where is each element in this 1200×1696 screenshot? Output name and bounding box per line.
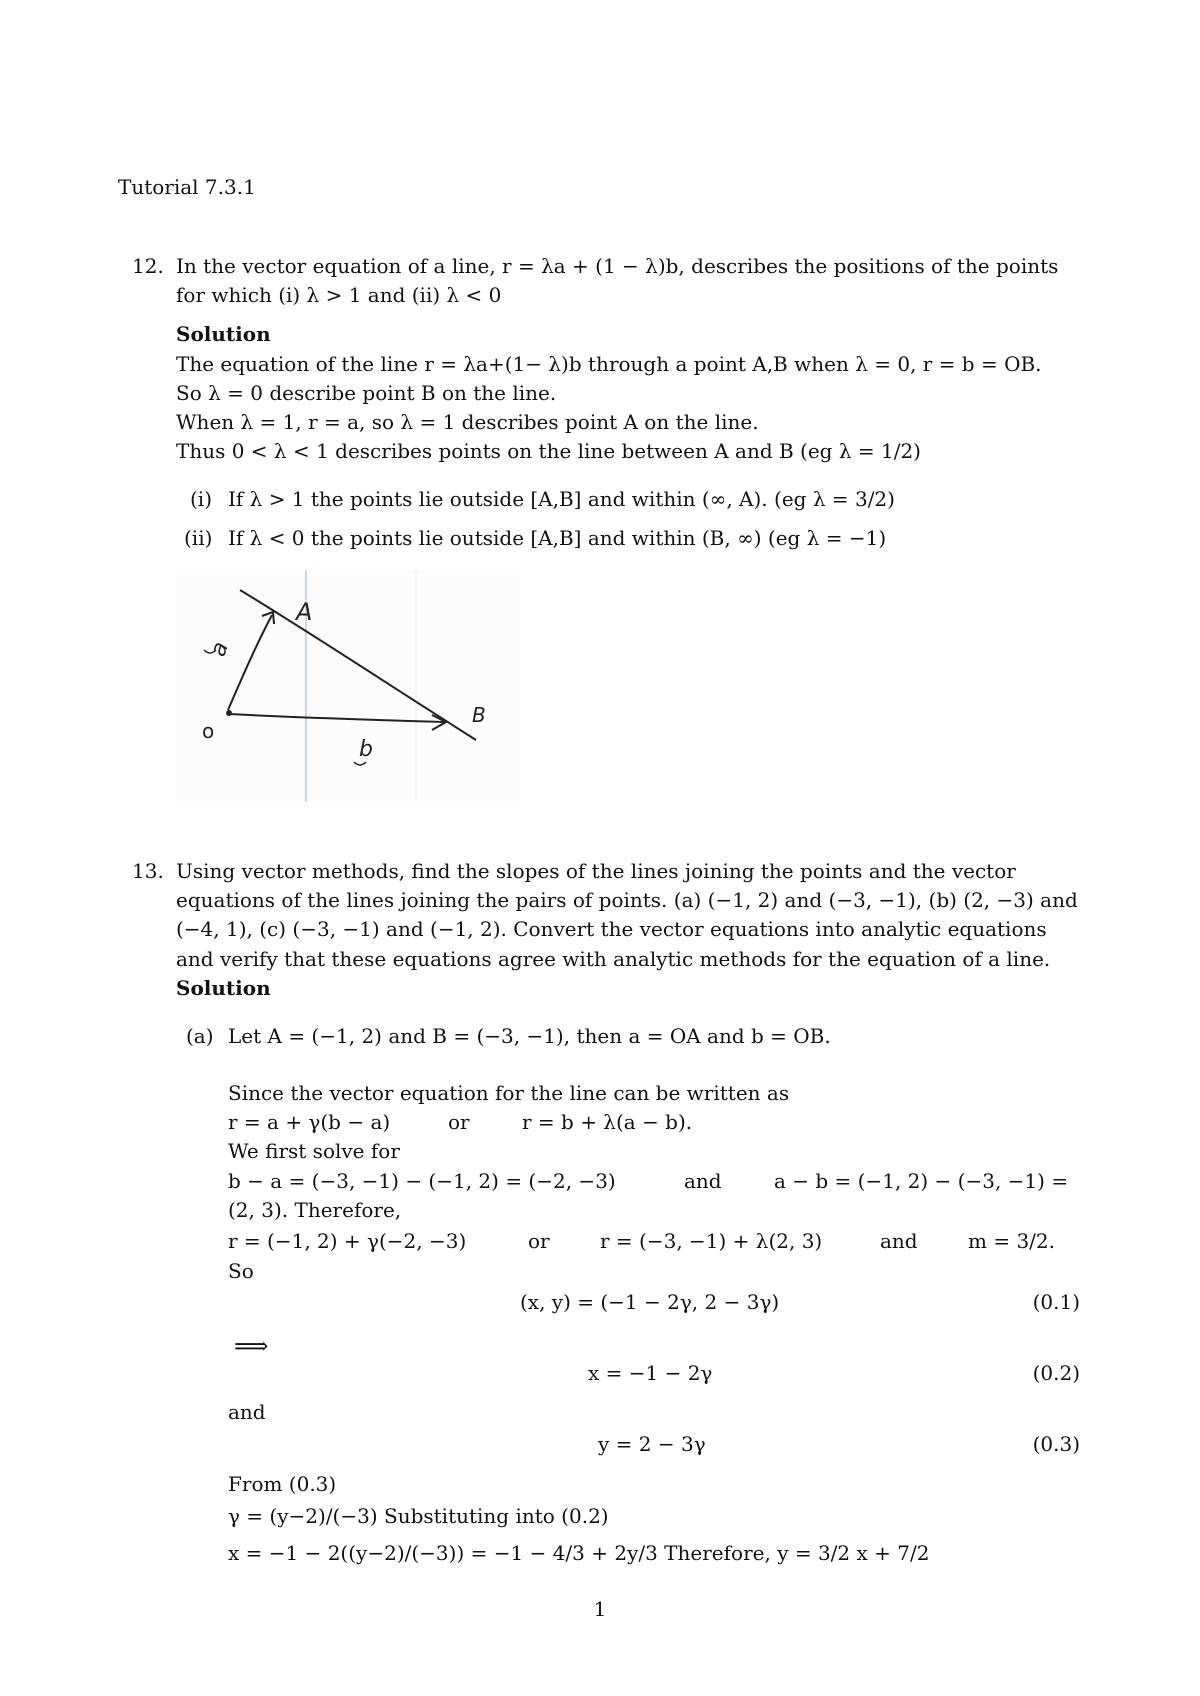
q12-text-line1: In the vector equation of a line, r = λa + (1 − λ)b, describes the positions of the points bbox=[176, 254, 1059, 278]
q13-text-line4: and verify that these equations agree with analytic methods for the equation of a line. bbox=[176, 947, 1051, 971]
q13-eq-form2: r = b + λ(a − b). bbox=[522, 1110, 693, 1134]
equation-0-2-number: (0.2) bbox=[1032, 1361, 1080, 1385]
figure-label-a: a bbox=[205, 638, 234, 660]
q13-or1: or bbox=[448, 1110, 470, 1134]
equation-0-2: x = −1 − 2γ bbox=[588, 1361, 713, 1385]
q12-text-line2: for which (i) λ > 1 and (ii) λ < 0 bbox=[176, 283, 502, 307]
vector-a-arrow bbox=[228, 615, 272, 710]
q13-number: 13. bbox=[132, 859, 164, 883]
q13-eq-form1: r = a + γ(b − a) bbox=[228, 1110, 391, 1134]
implies-arrow: ⟹ bbox=[234, 1332, 269, 1360]
q13-vec-eq2: r = (−3, −1) + λ(2, 3) bbox=[600, 1229, 823, 1253]
equation-0-3-number: (0.3) bbox=[1032, 1432, 1080, 1456]
equation-0-1: (x, y) = (−1 − 2γ, 2 − 3γ) bbox=[520, 1290, 780, 1314]
equation-0-1-number: (0.1) bbox=[1032, 1290, 1080, 1314]
q12-solution-line2: So λ = 0 describe point B on the line. bbox=[176, 381, 557, 405]
q13-and1: and bbox=[684, 1169, 722, 1193]
q13-diff1: b − a = (−3, −1) − (−1, 2) = (−2, −3) bbox=[228, 1169, 616, 1193]
q13-text-line3: (−4, 1), (c) (−3, −1) and (−1, 2). Convert the vector equations into analytic equations bbox=[176, 917, 1047, 941]
q13-first-solve: We first solve for bbox=[228, 1139, 400, 1163]
q13-so: So bbox=[228, 1259, 254, 1283]
q13-and2: and bbox=[880, 1229, 918, 1253]
q12-solution-line4: Thus 0 < λ < 1 describes points on the line between A and B (eg λ = 1/2) bbox=[176, 439, 921, 463]
figure-label-A: A bbox=[296, 598, 313, 626]
q13-solution-label: Solution bbox=[176, 976, 271, 1000]
q13-vec-eq1: r = (−1, 2) + γ(−2, −3) bbox=[228, 1229, 467, 1253]
q13-and3: and bbox=[228, 1400, 266, 1424]
q13-from: From (0.3) bbox=[228, 1472, 337, 1496]
q12-solution-label: Solution bbox=[176, 322, 271, 346]
q12-item-i-text: If λ > 1 the points lie outside [A,B] and within (∞, A). (eg λ = 3/2) bbox=[228, 487, 895, 511]
q12-item-ii-label: (ii) bbox=[184, 526, 213, 550]
figure-svg bbox=[176, 570, 520, 802]
q13-text-line2: equations of the lines joining the pairs of points. (a) (−1, 2) and (−3, −1), (b) (2, −3) and bbox=[176, 888, 1078, 912]
figure-tilde-b bbox=[354, 762, 366, 765]
q13-part-a-text: Let A = (−1, 2) and B = (−3, −1), then a = OA and b = OB. bbox=[228, 1024, 831, 1048]
q13-part-a-label: (a) bbox=[186, 1024, 214, 1048]
q12-item-ii-text: If λ < 0 the points lie outside [A,B] and within (B, ∞) (eg λ = −1) bbox=[228, 526, 887, 550]
q13-x-expr: x = −1 − 2((y−2)/(−3)) = −1 − 4/3 + 2y/3 Therefore, y = 3/2 x + 7/2 bbox=[228, 1541, 930, 1565]
q13-gamma-expr: γ = (y−2)/(−3) Substituting into (0.2) bbox=[228, 1504, 609, 1528]
q13-slope: m = 3/2. bbox=[968, 1229, 1055, 1253]
equation-0-3: y = 2 − 3γ bbox=[598, 1432, 706, 1456]
q13-or2: or bbox=[528, 1229, 550, 1253]
figure-label-b: b bbox=[359, 737, 373, 762]
q12-solution-line1: The equation of the line r = λa+(1− λ)b through a point A,B when λ = 0, r = b = OB. bbox=[176, 352, 1042, 376]
figure-label-O: o bbox=[202, 719, 215, 743]
vector-b-arrow bbox=[230, 714, 444, 722]
q13-since-text: Since the vector equation for the line can be written as bbox=[228, 1081, 790, 1105]
origin-point bbox=[226, 710, 232, 716]
line-through-A-B bbox=[240, 590, 476, 740]
page-header: Tutorial 7.3.1 bbox=[118, 175, 256, 199]
q13-diff2: a − b = (−1, 2) − (−3, −1) = bbox=[774, 1169, 1069, 1193]
q12-solution-line3: When λ = 1, r = a, so λ = 1 describes point A on the line. bbox=[176, 410, 759, 434]
q13-text-line1: Using vector methods, find the slopes of the lines joining the points and the vector bbox=[176, 859, 1016, 883]
figure-label-B: B bbox=[472, 703, 486, 727]
q12-number: 12. bbox=[132, 254, 164, 278]
q13-diff2-cont: (2, 3). Therefore, bbox=[228, 1198, 402, 1222]
vector-line-figure bbox=[176, 570, 520, 802]
page-number: 1 bbox=[593, 1597, 607, 1621]
q12-item-i-label: (i) bbox=[190, 487, 213, 511]
